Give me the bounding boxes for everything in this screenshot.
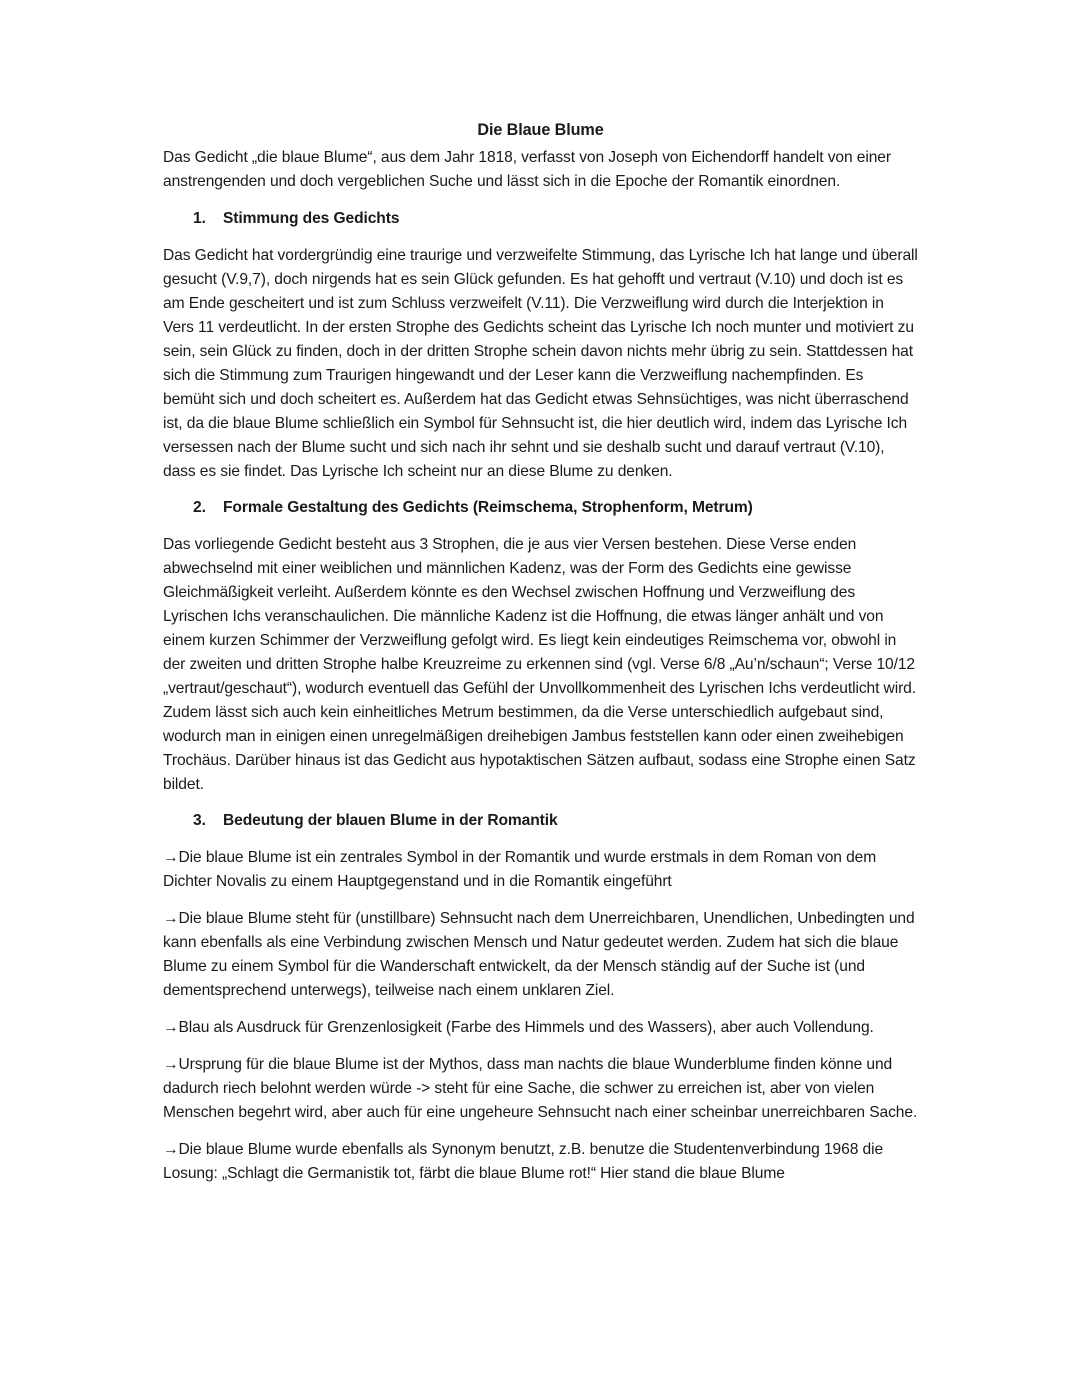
- right-arrow-icon: →: [163, 849, 179, 866]
- document-title: Die Blaue Blume: [477, 121, 604, 139]
- arrow-item-text: Die blaue Blume steht für (unstillbare) Sehnsucht nach dem Unerreichbaren, Unendlichen, Unbedingten und kann ebenfalls als eine Verbindung zwischen Mensch und Natur gedeutet werden. Zudem hat sich die blaue Blume zu einem Symbol für die Wanderschaft entwickelt, da der Mensch ständig auf der Suche ist (und dementsprechend unterwegs), teilweise nach einem unklaren Ziel.: [163, 910, 915, 999]
- arrow-item-text: Ursprung für die blaue Blume ist der Mythos, dass man nachts die blaue Wunderblume finden könne und dadurch riech belohnt werden würde -> steht für eine Sache, die schwer zu erreichen ist, aber von vielen Menschen begehrt wird, aber auch für eine ungeheure Sehnsucht nach einer scheinbar unerreichbaren Sache.: [163, 1056, 918, 1121]
- section-heading-2: [193, 496, 918, 520]
- section-title-3: Bedeutung der blauen Blume in der Romantik: [223, 812, 558, 829]
- right-arrow-icon: →: [163, 1056, 179, 1073]
- section-paragraph-1: Das Gedicht hat vordergründig eine traurige und verzweifelte Stimmung, das Lyrische Ich hat lange und überall gesucht (V.9,7), doch nirgends hat es sein Glück gefunden. Es hat gehofft und vertraut (V.10) und doch ist es am Ende gescheitert und ist zum Schluss verzweifelt (V.11). Die Verzweiflung wird durch die Interjektion in Vers 11 verdeutlicht. In der ersten Strophe des Gedichts scheint das Lyrische Ich noch munter und motiviert zu sein, sein Glück zu finden, doch in der dritten Strophe schein davon nichts mehr übrig zu sein. Stattdessen hat sich die Stimmung zum Traurigen hingewandt und der Leser kann die Verzweiflung nachempfinden. Es bemüht sich und doch scheitert es. Außerdem hat das Gedicht etwas Sehnsüchtiges, was nicht überraschend ist, da die blaue Blume schließlich ein Symbol für Sehnsucht ist, die hier deutlich wird, indem das Lyrische Ich versessen nach der Blume sucht und sich nach ihr sehnt und sie deshalb sucht und darauf vertraut (V.10), dass es sie findet. Das Lyrische Ich scheint nur an diese Blume zu denken.: [163, 247, 918, 480]
- arrow-list-item: [163, 1138, 918, 1186]
- arrow-list-item: [163, 1016, 918, 1040]
- section-title-2: Formale Gestaltung des Gedichts (Reimschema, Strophenform, Metrum): [223, 499, 753, 516]
- arrow-item-text: Die blaue Blume wurde ebenfalls als Synonym benutzt, z.B. benutze die Studentenverbindung 1968 die Losung: „Schlagt die Germanistik tot, färbt die blaue Blume rot!“ Hier stand die blaue Blume: [163, 1141, 884, 1182]
- arrow-list-item: [163, 1053, 918, 1125]
- right-arrow-icon: →: [163, 1019, 179, 1036]
- section-paragraph-2: Das vorliegende Gedicht besteht aus 3 Strophen, die je aus vier Versen bestehen. Diese Verse enden abwechselnd mit einer weiblichen und männlichen Kadenz, was der Form des Gedichts eine gewisse Gleichmäßigkeit verleiht. Außerdem könnte es den Wechsel zwischen Hoffnung und Verzweiflung des Lyrischen Ichs veranschaulichen. Die männliche Kadenz ist die Hoffnung, die etwas länger anhält und von einem kurzen Schimmer der Verzweiflung gefolgt wird. Es liegt kein eindeutiges Reimschema vor, obwohl in der zweiten und dritten Strophe halbe Kreuzreime zu erkennen sind (vgl. Verse 6/8 „Au’n/schaun“; Verse 10/12 „vertraut/geschaut“), wodurch eventuell das Gefühl der Unvollkommenheit des Lyrischen Ichs verdeutlicht wird. Zudem lässt sich auch kein einheitliches Metrum bestimmen, da die Verse unterschiedlich aufgebaut sind, wodurch man in einigen einen unregelmäßigen dreihebigen Jambus feststellen kann oder einen zweihebigen Trochäus. Darüber hinaus ist das Gedicht aus hypotaktischen Sätzen aufbaut, sodass eine Strophe einen Satz bildet.: [163, 536, 916, 793]
- section-heading-3: [193, 809, 918, 833]
- section-title-1: Stimmung des Gedichts: [223, 210, 400, 227]
- right-arrow-icon: →: [163, 910, 179, 927]
- document-page: [163, 118, 918, 1199]
- intro-paragraph: Das Gedicht „die blaue Blume“, aus dem Jahr 1818, verfasst von Joseph von Eichendorff handelt von einer anstrengenden und doch vergeblichen Suche und lässt sich in die Epoche der Romantik einordnen.: [163, 149, 891, 190]
- arrow-item-text: Blau als Ausdruck für Grenzenlosigkeit (Farbe des Himmels und des Wassers), aber auch Vollendung.: [178, 1019, 874, 1036]
- section-number-1: 1.: [193, 210, 206, 227]
- right-arrow-icon: →: [163, 1141, 179, 1158]
- section-heading-1: [193, 207, 918, 231]
- section-number-3: 3.: [193, 812, 206, 829]
- arrow-item-text: Die blaue Blume ist ein zentrales Symbol in der Romantik und wurde erstmals in dem Roman von dem Dichter Novalis zu einem Hauptgegenstand und in die Romantik eingeführt: [163, 849, 877, 890]
- section-number-2: 2.: [193, 499, 206, 516]
- arrow-list-item: [163, 907, 918, 1003]
- arrow-list-item: [163, 846, 918, 894]
